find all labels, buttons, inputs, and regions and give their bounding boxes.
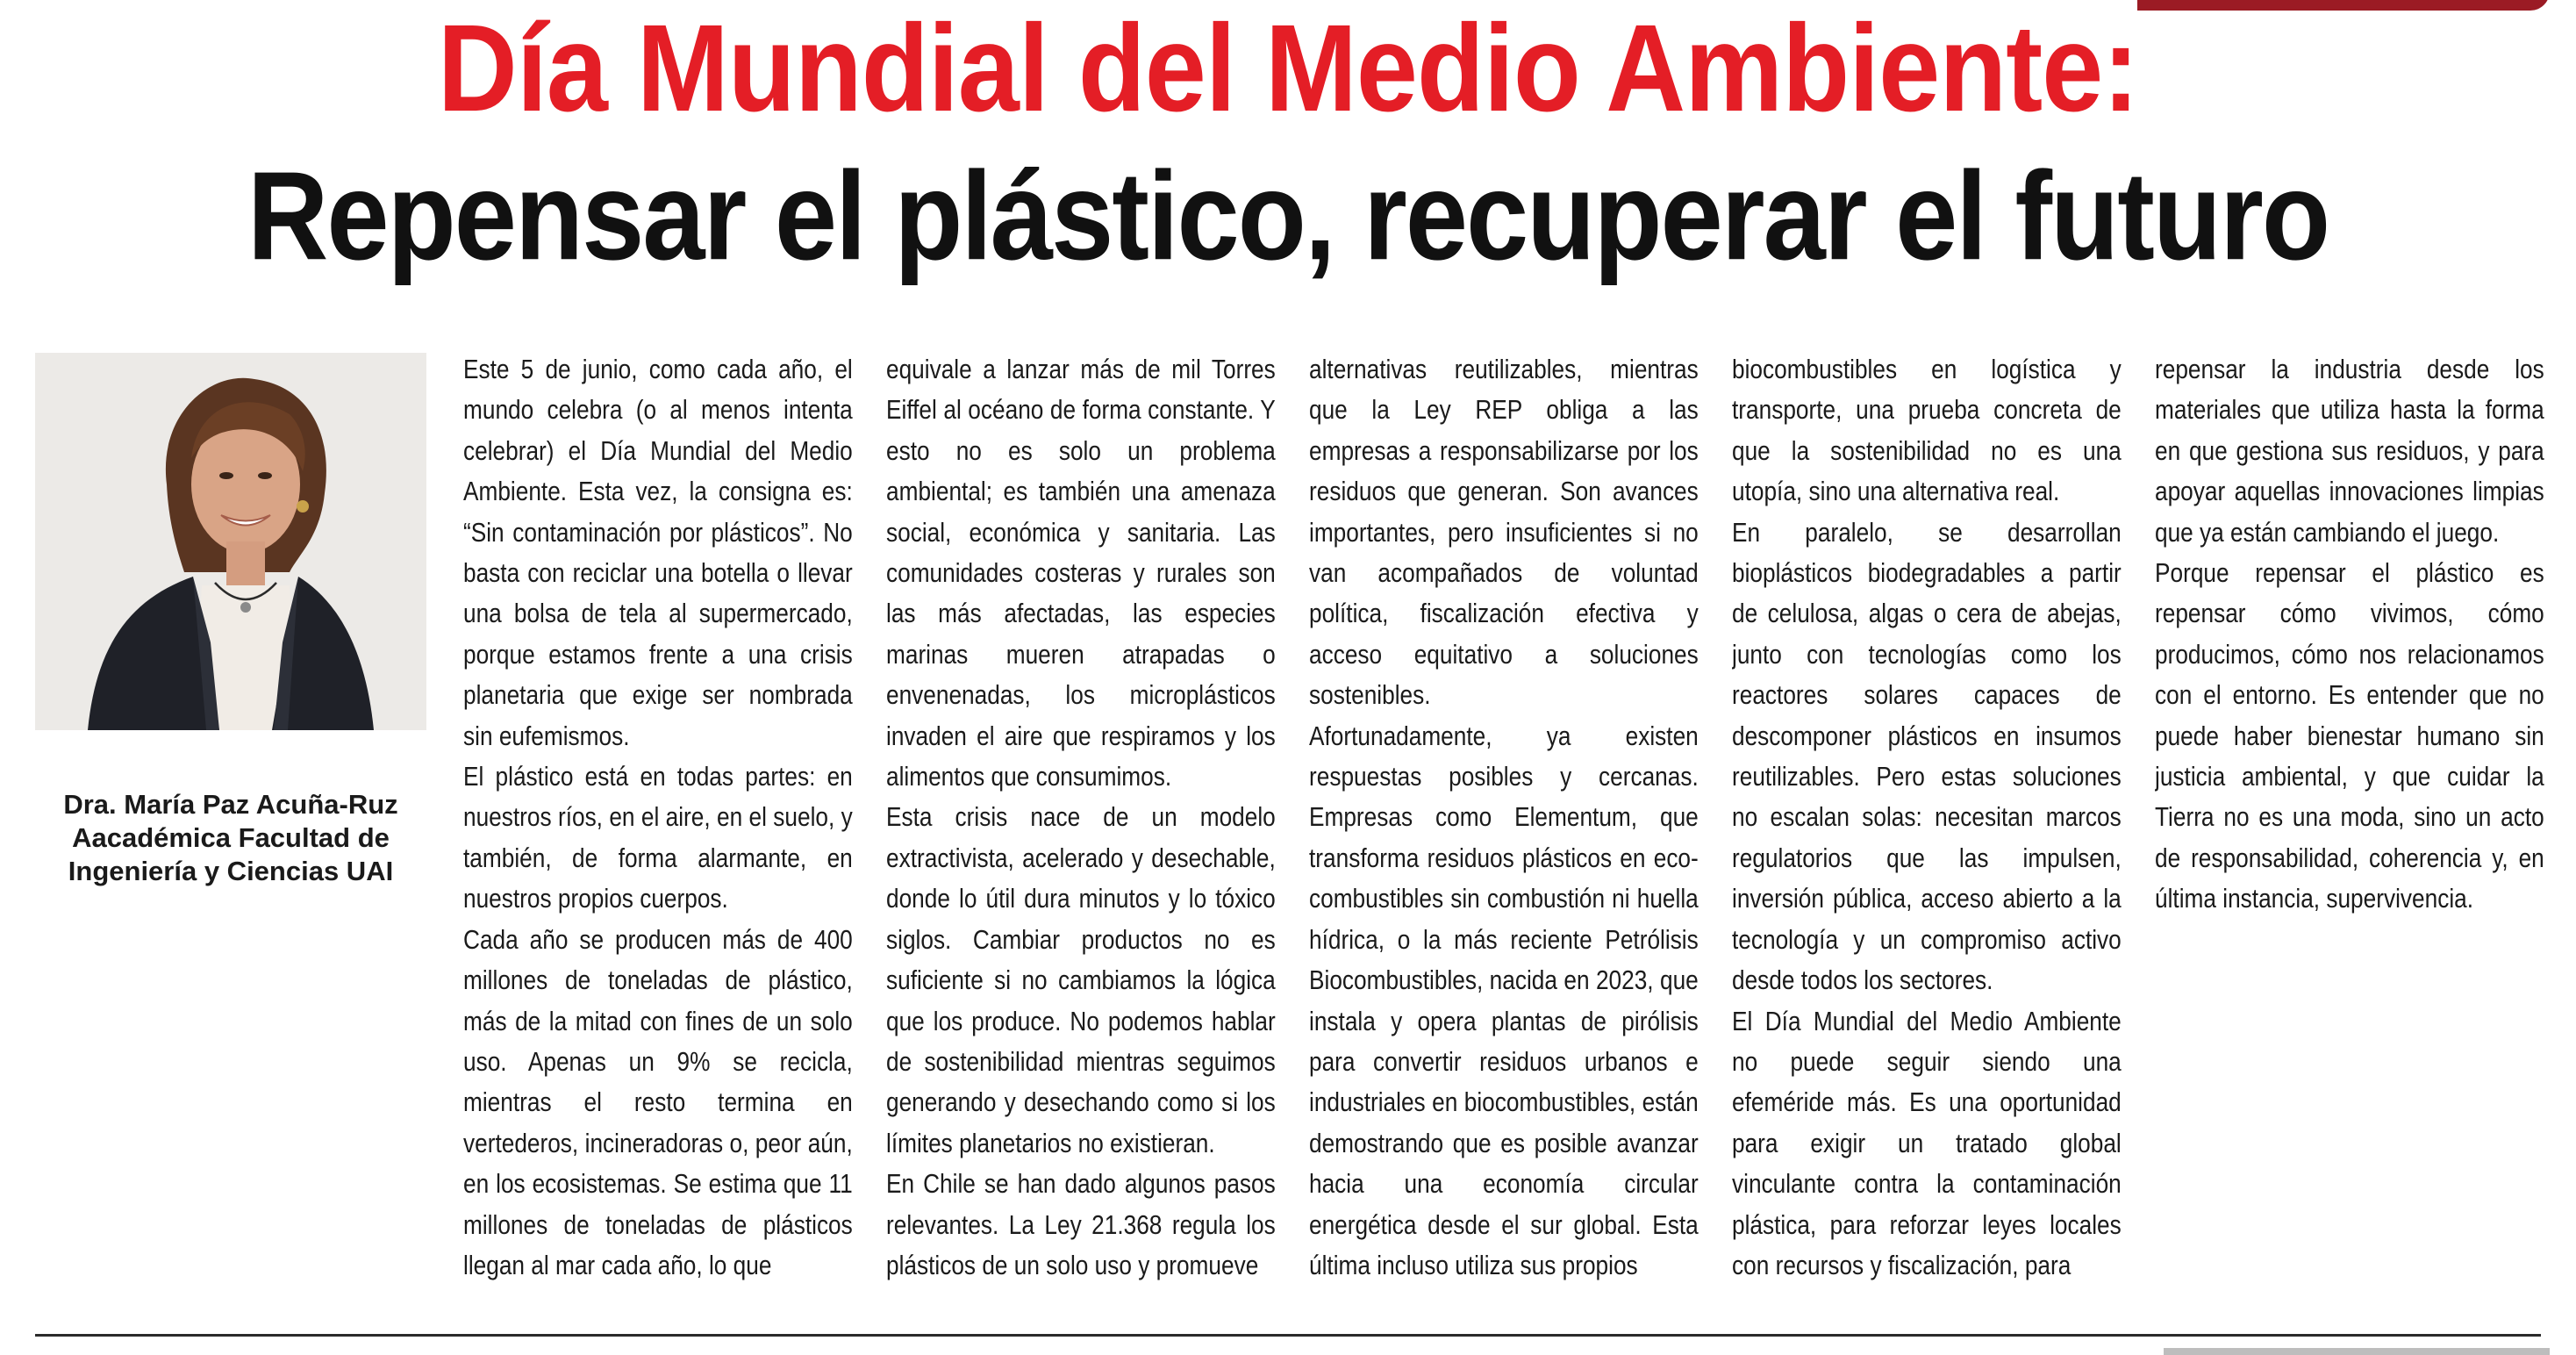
article-paragraph: Esta crisis nace de un modelo extractivista, acelerado y desechable, donde lo útil dura minutos y lo tóxico siglos. Cambiar productos no es suficiente si no cambiamos la lógica que los produce. No podemos hablar de sostenibilidad mientras seguimos generando y desechando como si los límites planetarios no existieran. <box>886 802 1276 1158</box>
bottom-divider <box>35 1334 2541 1337</box>
article-paragraph: En paralelo, se desarrollan bioplásticos biodegradables a partir de celulosa, algas o cera de abejas, junto con tecnologías como los reactores solares capaces de descomponer plásticos en insumos reutilizables. Pero estas soluciones no escalan solas: necesitan marcos regulatorios que las impulsen, inversión pública, acceso abierto a la tecnología y un compromiso activo desde todos los sectores. <box>1732 517 2122 996</box>
article-column-3 <box>1309 349 1699 1323</box>
headline-title: Día Mundial del Medio Ambiente: <box>437 0 2139 138</box>
article-column-5 <box>2155 349 2544 1323</box>
article-paragraph: Este 5 de junio, como cada año, el mundo celebra (o al menos intenta celebrar) el Día Mundial del Medio Ambiente. Esta vez, la consigna es: “Sin contaminación por plásticos”. No basta con reciclar una botella o llevar una bolsa de tela al supermercado, porque estamos frente a una crisis planetaria que exige ser nombrada sin eufemismos. <box>463 355 853 751</box>
author-institution: Ingeniería y Ciencias UAI <box>68 856 394 886</box>
article-paragraph: En Chile se han dado algunos pasos relevantes. La Ley 21.368 regula los plásticos de un solo uso y promueve <box>886 1169 1276 1280</box>
article-paragraph: El plástico está en todas partes: en nuestros ríos, en el aire, en el suelo, y también, de forma alarmante, en nuestros propios cuerpos. <box>463 762 853 914</box>
article-paragraph: repensar la industria desde los materiales que utiliza hasta la forma en que gestiona sus residuos, y para apoyar aquellas innovaciones limpias que ya están cambiando el juego. <box>2155 355 2544 548</box>
article-column-1 <box>463 349 853 1323</box>
article-paragraph: alternativas reutilizables, mientras que la Ley REP obliga a las empresas a responsabilizarse por los residuos que generan. Son avances importantes, pero insuficientes si no van acompañados de voluntad política, fiscalización efectiva y acceso equitativo a soluciones sostenibles. <box>1309 355 1699 711</box>
article-column-2 <box>886 349 1276 1323</box>
author-photo <box>35 353 426 730</box>
article-paragraph: biocombustibles en logística y transporte, una prueba concreta de que la sostenibilidad no es una utopía, sino una alternativa real. <box>1732 355 2122 507</box>
author-name: Dra. María Paz Acuña-Ruz <box>63 789 398 820</box>
headline-subtitle: Repensar el plástico, recuperar el futuro <box>247 146 2329 287</box>
article-column-4 <box>1732 349 2122 1323</box>
article-paragraph: Cada año se producen más de 400 millones de toneladas de plástico, más de la mitad con fines de un solo uso. Apenas un 9% se recicla, mientras el resto termina en vertederos, incineradoras o, peor aún, en los ecosistemas. Se estima que 11 millones de toneladas de plásticos llegan al mar cada año, lo que <box>463 924 853 1280</box>
article-paragraph: El Día Mundial del Medio Ambiente no puede seguir siendo una efeméride más. Es una oportunidad para exigir un tratado global vinculante contra la contaminación plástica, para reforzar leyes locales con recursos y fiscalización, para <box>1732 1006 2122 1280</box>
author-caption <box>18 788 444 888</box>
article-paragraph: Afortunadamente, ya existen respuestas posibles y cercanas. Empresas como Elementum, que transforma residuos plásticos en eco-combustibles sin combustión ni huella hídrica, o la más reciente Petrólisis Biocombustibles, nacida en 2023, que instala y opera plantas de pirólisis para convertir residuos urbanos e industriales en biocombustibles, están demostrando que es posible avanzar hacia una economía circular energética desde el sur global. Esta última incluso utiliza sus propios <box>1309 721 1699 1280</box>
article-paragraph: equivale a lanzar más de mil Torres Eiffel al océano de forma constante. Y esto no es solo un problema ambiental; es también una amenaza social, económica y sanitaria. Las comunidades costeras y rurales son las más afectadas, las especies marinas mueren atrapadas o envenenadas, los microplásticos invaden el aire que respiramos y los alimentos que consumimos. <box>886 355 1276 792</box>
author-role: Aacadémica Facultad de <box>72 822 390 853</box>
article-paragraph: Porque repensar el plástico es repensar cómo vivimos, cómo producimos, cómo nos relacionamos con el entorno. Es entender que no puede haber bienestar humano sin justicia ambiental, y que cuidar la Tierra no es una moda, sino un acto de responsabilidad, coherencia y, en última instancia, supervivencia. <box>2155 558 2544 914</box>
bottom-accent-bar <box>2164 1348 2550 1355</box>
